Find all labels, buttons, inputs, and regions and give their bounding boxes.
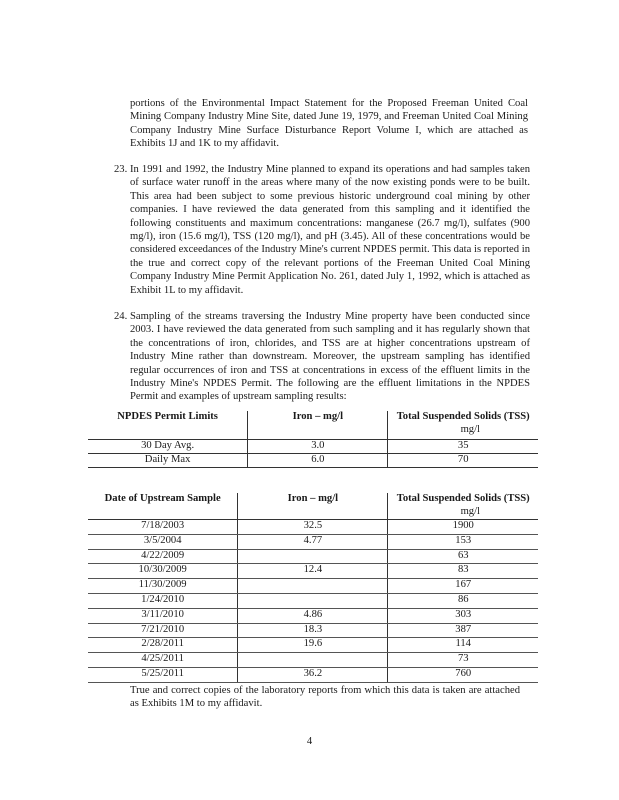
- samples-table-row: [88, 534, 538, 549]
- samples-table-row: [88, 593, 538, 608]
- paragraph-23: In 1991 and 1992, the Industry Mine planned to expand its operations and had samples taken of surface water runoff in the areas where many of the now existing ponds were to be built. This area had been subject to some previous historic underground coal mining by other companies. I have reviewed the data generated from this sampling and it identified the following constituents and maximum concentrations: manganese (26.7 mg/l), sulfates (900 mg/l), iron (15.6 mg/l), TSS (120 mg/l), and pH (3.45). All of these concentrations would be considered exceedances of the Industry Mine's current NPDES permit. This data is reported in the true and correct copy of the relevant portions of the Freeman United Coal Mining Company Industry Mine Permit Application No. 261, dated July 1, 1992, which is attached as Exhibit 1L to my affidavit.: [130, 164, 530, 296]
- samples-table-cell: 36.2: [238, 667, 388, 682]
- samples-table-cell: [238, 549, 388, 564]
- closing-paragraph: True and correct copies of the laboratory reports from which this data is taken are attached as Exhibits 1M to my affidavit.: [130, 685, 520, 710]
- paragraph-23-number: 23.: [114, 164, 128, 175]
- samples-table-cell: 3/5/2004: [88, 534, 238, 549]
- limits-table-row: [88, 454, 538, 468]
- samples-table-cell: [238, 593, 388, 608]
- samples-table-cell: 7/21/2010: [88, 623, 238, 638]
- samples-table-cell: 32.5: [238, 520, 388, 535]
- limits-header-tss-unit: mg/l: [460, 423, 480, 435]
- samples-header-tss-unit: mg/l: [460, 505, 480, 517]
- samples-table-cell: 303: [388, 608, 538, 623]
- samples-table-cell: [238, 579, 388, 594]
- paragraph-24: Sampling of the streams traversing the Industry Mine property have been conducted since 2003. I have reviewed the data generated from such sampling and it has regularly shown that the concentrations of iron, chlorides, and TSS are at higher concentrations upstream of Industry Mine rather than downstream. Moreover, the upstream sampling has identified regular occurrences of iron and TSS at concentrations in excess of the effluent limits in the Industry Mine's NPDES Permit. The following are the effluent limitations in the NPDES Permit and examples of upstream sampling results:: [130, 311, 530, 403]
- samples-table-row: [88, 579, 538, 594]
- limits-table-row: [88, 440, 538, 454]
- continuation-paragraph: portions of the Environmental Impact Statement for the Proposed Freeman United Coal Mining Company Industry Mine Site, dated June 19, 1979, and Freeman United Coal Mining Company Industry Mine Surface Disturbance Report Volume I, which are attached as Exhibits 1J and 1K to my affidavit.: [130, 98, 528, 150]
- samples-table-cell: 83: [388, 564, 538, 579]
- samples-table-cell: 10/30/2009: [88, 564, 238, 579]
- samples-table-row: [88, 653, 538, 668]
- samples-table-cell: 167: [388, 579, 538, 594]
- samples-table-row: [88, 638, 538, 653]
- samples-table-cell: 4/22/2009: [88, 549, 238, 564]
- samples-table-cell: 7/18/2003: [88, 520, 238, 535]
- samples-table-cell: 760: [388, 667, 538, 682]
- samples-table-cell: 4/25/2011: [88, 653, 238, 668]
- limits-table-cell: 35: [388, 440, 538, 454]
- samples-header-tss: [388, 493, 538, 520]
- limits-table-cell: 30 Day Avg.: [88, 440, 248, 454]
- limits-header-row: [88, 411, 538, 440]
- paragraph-24-number: 24.: [114, 311, 128, 322]
- limits-header-permit: NPDES Permit Limits: [88, 411, 248, 440]
- samples-header-row: [88, 493, 538, 520]
- samples-header-date: Date of Upstream Sample: [88, 493, 238, 520]
- limits-header-iron: Iron – mg/l: [248, 411, 388, 440]
- samples-table-cell: 387: [388, 623, 538, 638]
- samples-table-cell: 153: [388, 534, 538, 549]
- samples-table-cell: 3/11/2010: [88, 608, 238, 623]
- samples-table-cell: 1900: [388, 520, 538, 535]
- samples-table-cell: 12.4: [238, 564, 388, 579]
- limits-table-cell: 6.0: [248, 454, 388, 468]
- samples-table-cell: 86: [388, 593, 538, 608]
- limits-table-cell: 3.0: [248, 440, 388, 454]
- samples-table-cell: [238, 653, 388, 668]
- samples-table-cell: 4.86: [238, 608, 388, 623]
- limits-table-cell: Daily Max: [88, 454, 248, 468]
- limits-header-tss-label: Total Suspended Solids (TSS): [396, 411, 530, 422]
- samples-table-cell: 11/30/2009: [88, 579, 238, 594]
- samples-table-cell: 4.77: [238, 534, 388, 549]
- samples-table-cell: 114: [388, 638, 538, 653]
- samples-table-cell: 5/25/2011: [88, 667, 238, 682]
- samples-table-cell: 18.3: [238, 623, 388, 638]
- samples-table-row: [88, 667, 538, 682]
- samples-table-row: [88, 564, 538, 579]
- samples-table-cell: 1/24/2010: [88, 593, 238, 608]
- samples-table-row: [88, 520, 538, 535]
- samples-table-cell: 19.6: [238, 638, 388, 653]
- limits-header-tss: [388, 411, 538, 440]
- samples-table-row: [88, 623, 538, 638]
- page-number: 4: [306, 736, 313, 747]
- samples-table-cell: 73: [388, 653, 538, 668]
- npdes-limits-table: [88, 411, 538, 468]
- samples-table-cell: 2/28/2011: [88, 638, 238, 653]
- limits-table-cell: 70: [388, 454, 538, 468]
- samples-table-cell: 63: [388, 549, 538, 564]
- samples-header-iron: Iron – mg/l: [238, 493, 388, 520]
- samples-table-row: [88, 608, 538, 623]
- samples-header-tss-label: Total Suspended Solids (TSS): [396, 493, 530, 504]
- samples-table-row: [88, 549, 538, 564]
- upstream-samples-table: [88, 493, 538, 683]
